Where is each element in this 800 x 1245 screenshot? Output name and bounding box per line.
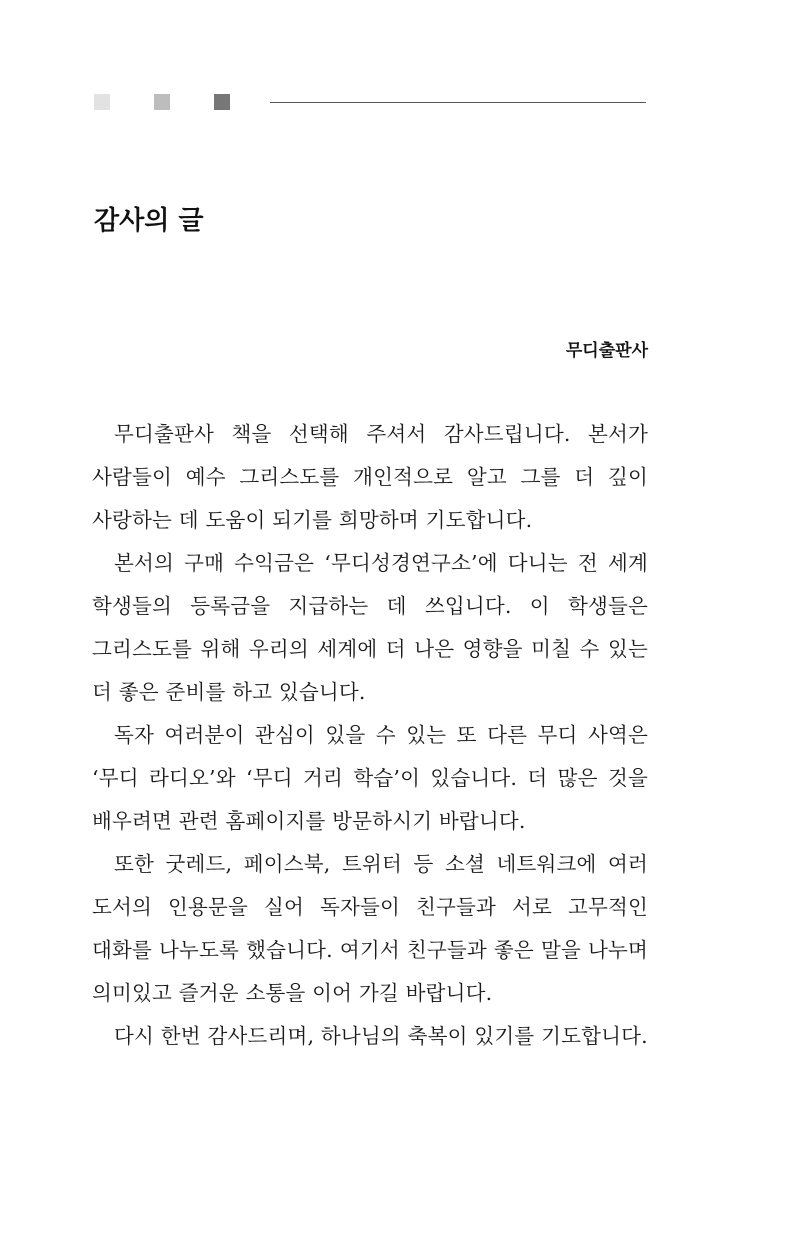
decorative-square-medium <box>154 94 170 110</box>
paragraph: 다시 한번 감사드리며, 하나님의 축복이 있기를 기도합니다. <box>114 1024 648 1048</box>
paragraph: 무디출판사 책을 선택해 주셔서 감사드립니다. 본서가 사람들이 예수 그리스도를 개인적으로 알고 그를 더 깊이 사랑하는 데 도움이 되기를 희망하며 기도합니다. <box>92 422 648 532</box>
paragraph: 또한 굿레드, 페이스북, 트위터 등 소셜 네트워크에 여러 도서의 인용문을 실어 독자들이 친구들과 서로 고무적인 대화를 나누도록 했습니다. 여기서 친구들과 좋은 말을 나누며 의미있고 즐거운 소통을 이어 가길 바랍니다. <box>92 852 648 1005</box>
decorative-square-light <box>94 94 110 110</box>
paragraph: 본서의 구매 수익금은 ‘무디성경연구소’에 다니는 전 세계 학생들의 등록금을 지급하는 데 쓰입니다. 이 학생들은 그리스도를 위해 우리의 세계에 더 나은 영향을 미칠 수 있는 더 좋은 준비를 하고 있습니다. <box>92 551 648 704</box>
publisher-name: 무디출판사 <box>565 341 648 361</box>
page-title: 감사의 글 <box>94 206 204 236</box>
body-text <box>92 413 648 1058</box>
paragraph: 독자 여러분이 관심이 있을 수 있는 또 다른 무디 사역은 ‘무디 라디오’와 ‘무디 거리 학습’이 있습니다. 더 많은 것을 배우려면 관련 홈페이지를 방문하시기 바랍니다. <box>92 723 648 833</box>
header-rule <box>270 102 646 103</box>
header-decoration <box>0 0 800 120</box>
decorative-square-dark <box>214 94 230 110</box>
